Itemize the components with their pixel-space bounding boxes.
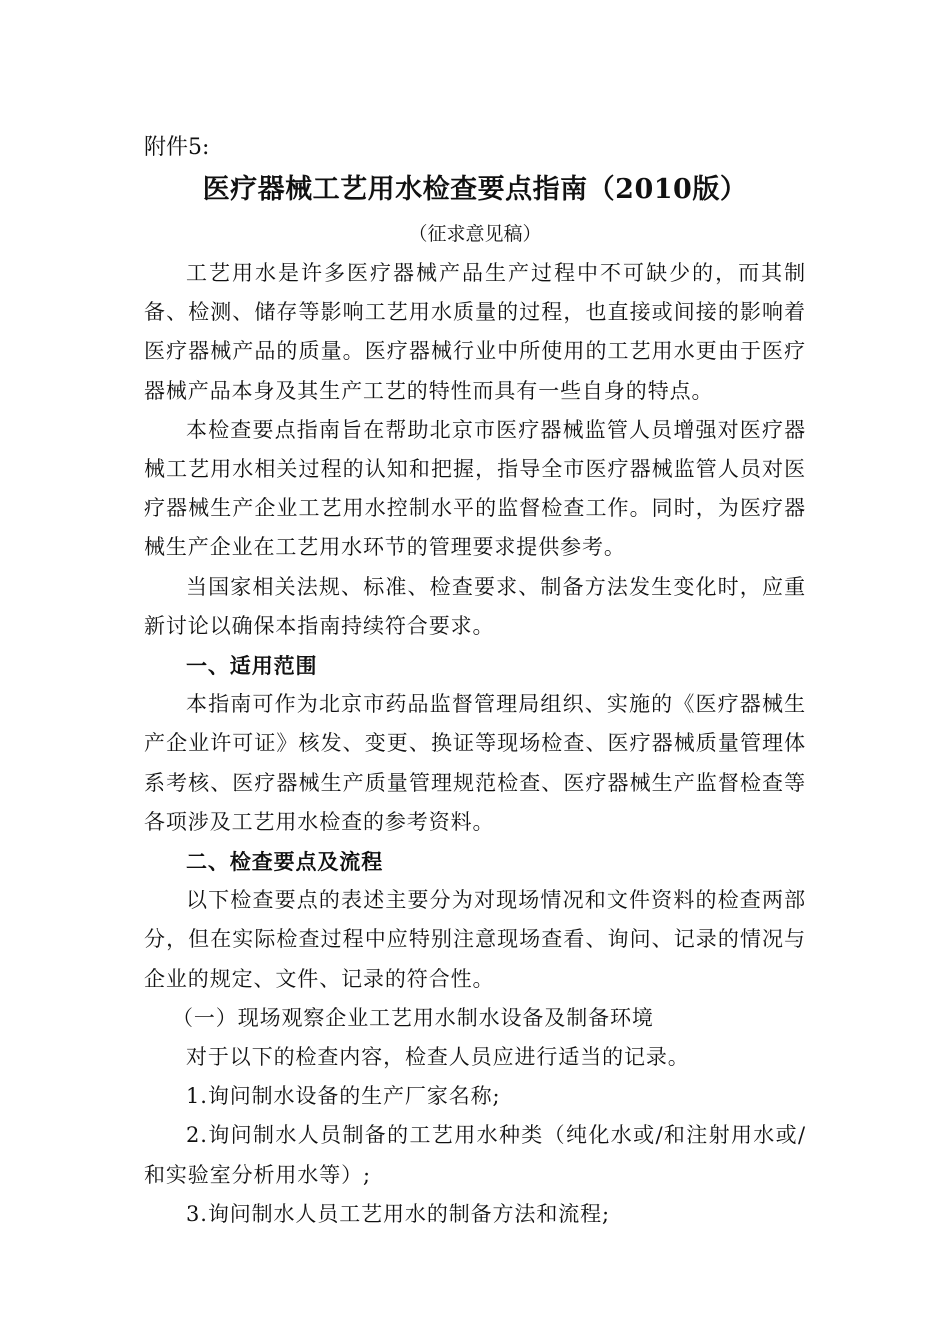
list-item-3: 3.询问制水人员工艺用水的制备方法和流程;	[186, 1201, 611, 1226]
annex-label: 附件5:	[144, 135, 210, 160]
document-subtitle: （征求意见稿）	[408, 223, 542, 245]
section-2-paragraph: 以下检查要点的表述主要分为对现场情况和文件资料的检查两部分，但在实际检查过程中应特别注意现场查看、询问、记录的情况与企业的规定、文件、记录的符合性。	[144, 888, 806, 991]
intro-paragraph-3: 当国家相关法规、标准、检查要求、制备方法发生变化时，应重新讨论以确保本指南持续符合要求。	[144, 574, 806, 638]
list-item-2: 2.询问制水人员制备的工艺用水种类（纯化水或/和注射用水或/和实验室分析用水等）;	[144, 1123, 806, 1187]
section-1-heading: 一、适用范围	[186, 653, 318, 679]
subsection-1-heading: （一）现场观察企业工艺用水制水设备及制备环境	[172, 1005, 654, 1030]
subsection-1-intro: 对于以下的检查内容，检查人员应进行适当的记录。	[186, 1045, 690, 1070]
document-page	[144, 128, 806, 1234]
intro-paragraph-1: 工艺用水是许多医疗器械产品生产过程中不可缺少的，而其制备、检测、储存等影响工艺用水质量的过程，也直接或间接的影响着医疗器械产品的质量。医疗器械行业中所使用的工艺用水更由于医疗器械产品本身及其生产工艺的特性而具有一些自身的特点。	[144, 261, 806, 403]
intro-paragraph-2: 本检查要点指南旨在帮助北京市医疗器械监管人员增强对医疗器械工艺用水相关过程的认知和把握，指导全市医疗器械监管人员对医疗器械生产企业工艺用水控制水平的监督检查工作。同时，为医疗器械生产企业在工艺用水环节的管理要求提供参考。	[144, 417, 806, 560]
section-1-paragraph: 本指南可作为北京市药品监督管理局组织、实施的《医疗器械生产企业许可证》核发、变更、换证等现场检查、医疗器械质量管理体系考核、医疗器械生产质量管理规范检查、医疗器械生产监督检查等各项涉及工艺用水检查的参考资料。	[144, 692, 806, 834]
section-2-heading: 二、检查要点及流程	[186, 849, 384, 875]
document-title: 医疗器械工艺用水检查要点指南（2010版）	[202, 174, 748, 205]
list-item-1: 1.询问制水设备的生产厂家名称;	[186, 1084, 501, 1109]
